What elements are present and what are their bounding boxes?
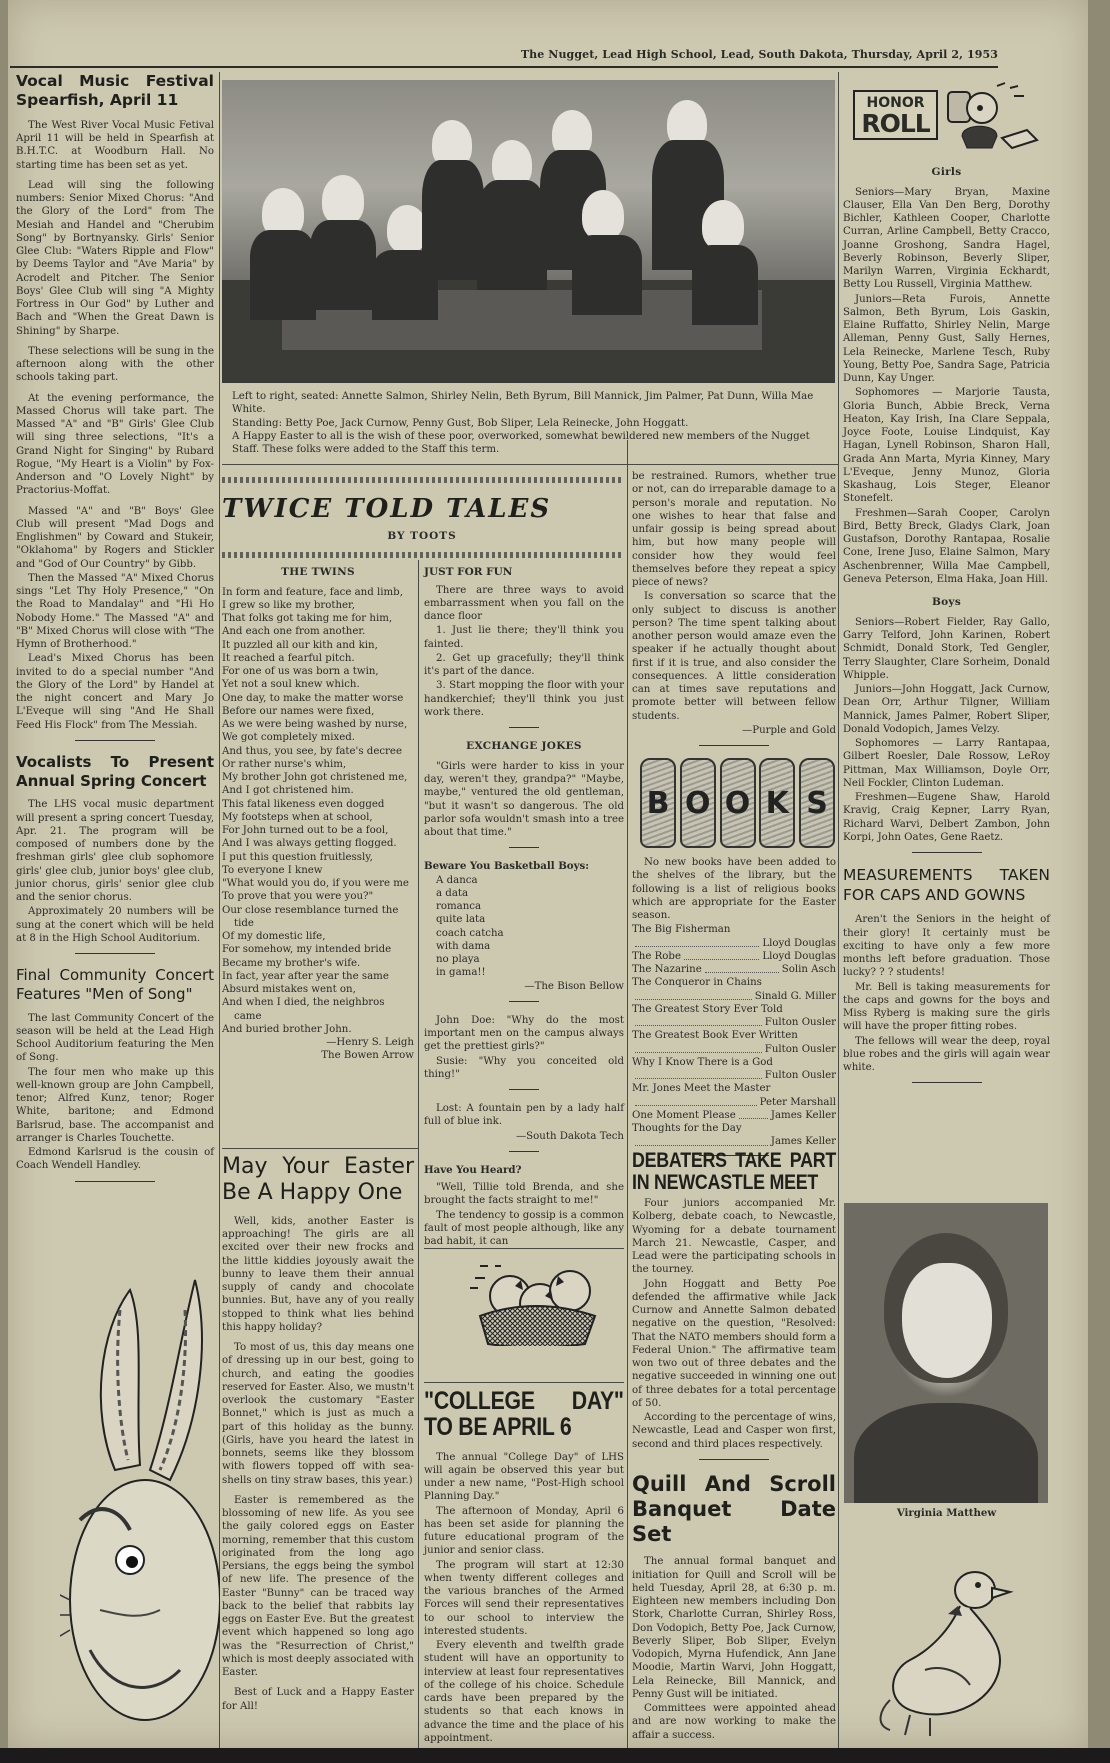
paragraph: The fellows will wear the deep, royal blue robes and the girls will again wear white. bbox=[843, 1035, 1050, 1074]
honor-roll-girls-heading: Girls bbox=[931, 166, 962, 178]
book-author: Peter Marshall bbox=[759, 1096, 836, 1108]
book-entry bbox=[632, 1109, 836, 1122]
section-heading: Beware You Basketball Boys: bbox=[424, 860, 590, 873]
article-debaters bbox=[632, 1150, 836, 1743]
paragraph: There are three ways to avoid embarrassment when you fall on the dance floor bbox=[424, 584, 624, 623]
book-spine: S bbox=[799, 758, 835, 848]
separator bbox=[75, 953, 155, 954]
easter-duck-illustration bbox=[870, 1560, 1020, 1740]
honor-roll-entry: Sophomores — Marjorie Tausta, Gloria Bunch, Abbie Breck, Verna Heaton, Kay Irish, Ina Clare Seppala, Joyce Foote, Louise Lindquist, Kay Hagan, Lynell Robinson, Sharon Hall, Grada Ann Marta, Myria Kinney, Mary L'Eveque, Jenny Munoz, Gloria Skashaug, Lois Steger, Eleanor Stonefelt. bbox=[843, 387, 1050, 505]
paragraph: These selections will be sung in the afternoon along with the other schools taking part. bbox=[16, 345, 214, 384]
honor-roll-entry: Freshmen—Eugene Shaw, Harold Kravig, Craig Kepner, Larry Ryan, Richard Warvi, Delbert Zambon, John Korpi, John Oates, Gene Raetz. bbox=[843, 792, 1050, 843]
verse-line: with dama bbox=[436, 940, 491, 952]
rule bbox=[222, 1148, 418, 1149]
student-carrying-books-icon bbox=[942, 78, 1042, 158]
list-item: 2. Get up gracefully; they'll think it's part of the dance. bbox=[424, 652, 624, 678]
rule bbox=[424, 1248, 624, 1249]
poem-line: And buried brother John. bbox=[222, 1023, 352, 1035]
background-edge bbox=[0, 1748, 1110, 1763]
paragraph: John Hoggatt and Betty Poe defended the affirmative while Jack Curnow and Annette Salmon debated negative on the question, "Resolved: That the NATO members should form a Federal Union." The affirmative team won two out of three debates and the negative succeeded in winning one out of three debates for a total percentage of 50. bbox=[632, 1278, 836, 1409]
book-author: James Keller bbox=[770, 1136, 836, 1148]
verse-lines bbox=[424, 874, 624, 980]
paragraph: No new books have been added to the shelves of the library, but the following is a list of religious books which are appropriate for the Easter season. bbox=[632, 857, 836, 921]
caption-standing: Standing: Betty Poe, Jack Curnow, Penny Gust, Bob Sliper, Lela Reinecke, John Hoggatt. bbox=[232, 417, 689, 429]
paragraph: Susie: "Why you conceited old thing!" bbox=[424, 1055, 624, 1080]
honor-roll-entry: Seniors—Mary Bryan, Maxine Clauser, Ella Van Den Berg, Dorothy Bichler, Kathleen Cooper, Charlotte Curran, Arline Campbell, Betty Cracco, Joanne Groshong, Sandra Hagel, Beverly Robinson, Beverly Sliper, Marilyn Warren, Virginia Eckhardt, Betty Lou Russell, Virginia Matthew. bbox=[843, 186, 1050, 291]
poem-line: Or rather nurse's whim, bbox=[222, 758, 347, 770]
paragraph: Is conversation so scarce that the only subject to discuss is another person? The time spent talking about another person would amaze even the speaker if he actually thought about first if it is true, and also consider the consequences. A little consideration can at times save reputations and promote better will between fellow students. bbox=[632, 591, 836, 722]
poem-line: It puzzled all our kith and kin, bbox=[222, 639, 378, 651]
separator bbox=[509, 727, 539, 728]
honor-roll-entry: Juniors—Reta Furois, Annette Salmon, Beth Byrum, Lois Gaskin, Elaine Ruffatto, Shirley Nelin, Marge Alleman, Penny Gust, Sally Hernes, Lela Reinecke, Marlene Tesch, Ruby Young, Betty Poe, Sandra Sage, Patricia Dunn, Kay Unger. bbox=[843, 293, 1050, 385]
jokes-column bbox=[424, 566, 624, 1249]
poem-line: Absurd mistakes went on, bbox=[222, 984, 356, 996]
poem-line: And when I died, the neighbros came bbox=[222, 997, 385, 1022]
honor-roll-list bbox=[843, 166, 1050, 1095]
paragraph: Massed "A" and "B" Boys' Glee Club will present "Mad Dogs and Englishmen" by Coward and Stukeir, "Oklahoma" by Rogers and Stickler and "God of Our Country" by Gibb. bbox=[16, 505, 214, 570]
decorative-border bbox=[222, 552, 624, 558]
poem-line: And each one from another. bbox=[222, 626, 366, 638]
paragraph: be restrained. Rumors, whether true or not, can do irreparable damage to a person's morale and reputation. No one wishes to hear that false and unfair gossip is being spread about him, but how many people will consider how they would feel themselves before they repeat a spicy piece of news? bbox=[632, 471, 836, 588]
book-author: Fulton Ousler bbox=[764, 1017, 836, 1028]
headline: DEBATERS TAKE PART IN NEWCASTLE MEET bbox=[632, 1149, 836, 1195]
poem-line: And I got christened him. bbox=[222, 785, 354, 797]
column-1 bbox=[16, 72, 214, 1194]
book-title: The Greatest Story Ever Told bbox=[632, 1003, 783, 1015]
easter-bunny-illustration bbox=[60, 1270, 220, 1748]
paragraph: The annual formal banquet and initiation for Quill and Scroll will be held Tuesday, April 28, at 6:30 p. m. Eighteen new members including Don Stork, Charlotte Curran, Shirley Ross, Don Vodopich, Betty Poe, Jack Curnow, Beverly Sliper, Bob Sliper, Evelyn Vodopich, Myrna Hufendick, Ann Jane Moodie, Martin Warvi, John Hoggatt, Lela Reinecke, Bill Mannick, and Penny Gust will be initiated. bbox=[632, 1556, 836, 1700]
column-title: TWICE TOLD TALES bbox=[222, 494, 552, 524]
paragraph: Mr. Bell is taking measurements for the caps and gowns for the boys and Miss Ryberg is making sure the girls will have the proper fitting robes. bbox=[843, 981, 1050, 1033]
paragraph: The annual "College Day" of LHS will again be observed this year but under a new name, "Post-High school Planning Day." bbox=[424, 1451, 624, 1503]
honor-roll-boys-heading: Boys bbox=[931, 596, 962, 609]
book-list bbox=[632, 923, 836, 1148]
book-entry bbox=[632, 963, 836, 976]
paragraph: Four juniors accompanied Mr. Kolberg, debate coach, to Newcastle, Wyoming for a debate tournament March 21. Newcastle, Casper, and Lead were the participating schools in the tourney. bbox=[632, 1198, 836, 1276]
poem-author: —Henry S. Leigh bbox=[326, 1037, 414, 1049]
book-author: Fulton Ousler bbox=[764, 1043, 836, 1055]
source: —South Dakota Tech bbox=[515, 1130, 624, 1142]
book-author: Lloyd Douglas bbox=[762, 937, 836, 949]
paragraph: The afternoon of Monday, April 6 has been set aside for planning the future educational program of the junior and senior class. bbox=[424, 1505, 624, 1557]
separator bbox=[509, 847, 539, 848]
book-title: One Moment Please bbox=[632, 1109, 736, 1121]
verse-line: a data bbox=[436, 887, 469, 899]
poem-source: The Bowen Arrow bbox=[321, 1050, 414, 1062]
paragraph: The tendency to gossip is a common fault of most people although, like any bad habit, it can bbox=[424, 1209, 624, 1248]
paragraph: At the evening performance, the Massed Chorus will take part. The Massed "A" and "B" Girls' Glee Club will sing three selections, "It's a Grand Night for Singing" by Rubard Rogue, "My Heart is a Violin" by Fox-Anderson and "O Lovely Night" by Practorius-Moffat. bbox=[16, 392, 214, 497]
poem-line: Of my domestic life, bbox=[222, 931, 326, 943]
headline: Quill And Scroll Banquet Date Set bbox=[632, 1471, 836, 1547]
separator bbox=[509, 1089, 539, 1090]
poem-line: This fatal likeness even dogged bbox=[222, 798, 385, 810]
book-spine: O bbox=[720, 758, 756, 848]
book-title: Why I Know There is a God bbox=[632, 1056, 773, 1068]
paragraph: The last Community Concert of the season will be held at the Lead High School Auditorium featuring the Men of Song. bbox=[16, 1012, 214, 1064]
section-heading: Have You Heard? bbox=[424, 1163, 522, 1176]
easter-chicks-illustration bbox=[460, 1256, 610, 1346]
verse-line: in gama!! bbox=[436, 967, 486, 979]
book-title: Thoughts for the Day bbox=[632, 1123, 742, 1134]
book-spine: O bbox=[680, 758, 716, 848]
honor-roll-entry: Sophomores — Larry Rantapaa, Gilbert Roesler, Dale Rossow, LeRoy Pittman, Max Williamson, Doyle Orr, Neil Fockler, Clinton Ludeman. bbox=[843, 738, 1050, 789]
poem-line: For somehow, my intended bride bbox=[222, 944, 392, 956]
article-college-day bbox=[424, 1388, 624, 1746]
paragraph: Best of Luck and a Happy Easter for All! bbox=[222, 1687, 414, 1712]
poem-line: My footsteps when at school, bbox=[222, 811, 373, 823]
paragraph: The LHS vocal music department will present a spring concert Tuesday, Apr. 21. The program will be composed of numbers done by the freshman girls' glee club sophomore girls' glee club, junior boys' glee club, junior chorus, girls' senior glee club and the senior chorus. bbox=[16, 799, 214, 903]
book-title: The Nazarine bbox=[632, 964, 702, 975]
section-heading: EXCHANGE JOKES bbox=[466, 740, 582, 753]
source: —The Bison Bellow bbox=[524, 980, 624, 992]
headline: Vocal Music Festival Spearfish, April 11 bbox=[16, 72, 214, 110]
nugget-staff-photo bbox=[222, 80, 835, 383]
book-author: Solin Asch bbox=[781, 964, 836, 975]
verse-line: no playa bbox=[436, 954, 480, 966]
poem-title: THE TWINS bbox=[281, 566, 355, 578]
headline: Vocalists To Present Annual Spring Concert bbox=[16, 752, 214, 790]
paragraph: Aren't the Seniors in the height of their glory! It certainly must be exciting to have only a few more months left before graduation. Those lucky? ? ? students! bbox=[843, 914, 1050, 979]
badge-line: ROLL bbox=[861, 109, 930, 138]
paragraph: Lead's Mixed Chorus has been invited to do a special number "And the Glory of the Lord" by Handel at the night concert and Mary Jo L'Eveque will sing "And He Shall Feed His Flock" from The Messiah. bbox=[16, 653, 214, 731]
paragraph: "Girls were harder to kiss in your day, weren't they, grandpa?" "Maybe, maybe," ventured the old gentleman, "but it wasn't so dangerous. The old parlor sofa wouldn't smash into a tree about that time." bbox=[424, 760, 624, 839]
book-author-row bbox=[632, 1069, 836, 1082]
article-community-concert bbox=[16, 966, 214, 1173]
photo-caption bbox=[232, 390, 832, 456]
byline: BY TOOTS bbox=[387, 530, 457, 542]
poem-line: It reached a fearful pitch. bbox=[222, 652, 355, 664]
book-title: Mr. Jones Meet the Master bbox=[632, 1083, 771, 1095]
article-easter bbox=[222, 1154, 414, 1720]
poem-line: In form and feature, face and limb, bbox=[222, 586, 403, 598]
separator bbox=[912, 852, 982, 853]
caption-note: A Happy Easter to all is the wish of these poor, overworked, somewhat bewildered new members of the Nugget Staff. These folks were added to the Staff this term. bbox=[232, 430, 810, 455]
poem-line: For one of us was born a twin, bbox=[222, 666, 379, 678]
paragraph: Every eleventh and twelfth grade student will have an opportunity to interview at least four representatives of the college of his choice. Schedule cards have been prepared by the students so that each knows in advance the time and the place of his appointment. bbox=[424, 1640, 624, 1744]
rule bbox=[424, 1382, 624, 1383]
poem-line: To prove that you were you?" bbox=[222, 891, 374, 903]
paragraph: John Doe: "Why do the most important men on the campus always get the prettiest girls?" bbox=[424, 1014, 624, 1053]
poem-line: In fact, year after year the same bbox=[222, 970, 389, 982]
poem-line: I put this question fruitlessly, bbox=[222, 851, 373, 863]
headline: MEASUREMENTS TAKEN FOR CAPS AND GOWNS bbox=[843, 866, 1050, 905]
poem-line: That folks got taking me for him, bbox=[222, 613, 393, 625]
headline: May Your Easter Be A Happy One bbox=[222, 1154, 414, 1206]
book-spine: B bbox=[640, 758, 676, 848]
verse-line: romanca bbox=[436, 901, 482, 913]
poem-line: Our close resemblance turned the tide bbox=[222, 904, 399, 929]
poem-line: "What would you do, if you were me bbox=[222, 878, 409, 890]
column-rule bbox=[838, 72, 839, 1748]
poem-line: To everyone I knew bbox=[222, 864, 323, 876]
separator bbox=[699, 1459, 769, 1460]
list-item: 1. Just lie there; they'll think you fainted. bbox=[424, 625, 624, 650]
column-rule bbox=[627, 440, 628, 1748]
headline: Final Community Concert Features "Men of Song" bbox=[16, 966, 214, 1003]
poem-line: And thus, you see, by fate's decree bbox=[222, 745, 402, 757]
book-author: Lloyd Douglas bbox=[762, 950, 836, 962]
book-author-row bbox=[632, 1096, 836, 1109]
verse-line: coach catcha bbox=[436, 927, 504, 939]
masthead-rule bbox=[10, 66, 998, 68]
paragraph: Lost: A fountain pen by a lady half full of blue ink. bbox=[424, 1103, 624, 1128]
paragraph: Approximately 20 numbers will be sung at the conert which will be held at 8 in the High School Auditorium. bbox=[16, 906, 214, 944]
poem-line: Before our names were fixed, bbox=[222, 705, 375, 717]
poem-line: My brother John got christened me, bbox=[222, 772, 408, 784]
book-title: The Greatest Book Ever Written bbox=[632, 1030, 798, 1042]
paragraph: The program will start at 12:30 when twenty different colleges and the various branches of the Armed Forces will send their representatives to our school to interview the interested students. bbox=[424, 1559, 624, 1637]
badge-line: HONOR bbox=[866, 95, 925, 111]
honor-roll-entry: Juniors—John Hoggatt, Jack Curnow, Dean Orr, Arthur Tilgner, William Mannick, James Palmer, Robert Sliper, Donald Vodopich, James Velzy. bbox=[843, 684, 1050, 735]
paragraph: The West River Vocal Music Fetival April 11 will be held in Spearfish at B.H.T.C. at Woodburn Hall. No starting time has been set as yet. bbox=[16, 119, 214, 171]
decorative-border bbox=[222, 477, 624, 483]
book-title: The Conqueror in Chains bbox=[632, 977, 762, 989]
article-spring-concert bbox=[16, 753, 214, 945]
paragraph: "Well, Tillie told Brenda, and she brought the facts straight to me!" bbox=[424, 1182, 624, 1207]
caption-rule bbox=[222, 464, 838, 465]
list-item: 3. Start mopping the floor with your handkerchief; they'll think you just work there. bbox=[424, 680, 624, 718]
separator bbox=[699, 745, 769, 746]
book-title: The Big Fisherman bbox=[632, 924, 731, 936]
column-4 bbox=[632, 470, 836, 758]
separator bbox=[912, 1082, 982, 1083]
book-author-row bbox=[632, 1135, 836, 1148]
portrait-photo bbox=[844, 1203, 1048, 1503]
article-vocal-festival bbox=[16, 72, 214, 732]
separator bbox=[509, 1001, 539, 1002]
book-author-row bbox=[632, 990, 836, 1003]
book-author-row bbox=[632, 1043, 836, 1056]
poem-line: For John turned out to be a fool, bbox=[222, 825, 389, 837]
column-rule bbox=[418, 560, 419, 1748]
poem-line: As we were being washed by nurse, bbox=[222, 719, 408, 731]
caption-seated: Left to right, seated: Annette Salmon, Shirley Nelin, Beth Byrum, Bill Mannick, Jim Palmer, Pat Dunn, Willa Mae White. bbox=[232, 391, 814, 416]
book-author-row bbox=[632, 1016, 836, 1029]
book-entry bbox=[632, 950, 836, 963]
verse-line: quite lata bbox=[436, 914, 486, 926]
paragraph: Easter is remembered as the blossoming of new life. As you see the gaily colored eggs on Easter morning, remember that this custom originated from the long ago Persians, the eggs being the symbol of new life. The presence of the Easter "Bunny" can be traced way back to the belief that rabbits lay eggs on Easter Eve. But the greatest event which happened so long ago was the "Resurrection of Christ," which is most deeply associated with Easter. bbox=[222, 1494, 414, 1679]
poem-line: I grew so like my brother, bbox=[222, 599, 356, 611]
separator bbox=[509, 1151, 539, 1152]
poem-line: One day, to make the matter worse bbox=[222, 692, 404, 704]
book-author: James Keller bbox=[770, 1109, 836, 1121]
headline: "COLLEGE DAY" TO BE APRIL 6 bbox=[424, 1387, 624, 1442]
portrait-caption: Virginia Matthew bbox=[896, 1507, 997, 1519]
honor-roll-entry: Seniors—Robert Fielder, Ray Gallo, Garry Telford, John Karinen, Robert Schmidt, Donald Stork, Ted Gengler, Terry Slaughter, Clare Sorheim, Donald Whipple. bbox=[843, 616, 1050, 681]
source: —Purple and Gold bbox=[742, 724, 836, 736]
paragraph: Lead will sing the following numbers: Senior Mixed Chorus: "And the Glory of the Lord" from The Mesiah and Handel and "Cherubim Song" by Bortnyansky. Girls' Senior Glee Club: "Waters Ripple and Flow" by Deems Taylor and "Ave Maria" by Acrodelt and Pitcher. The Senior Boys' Glee Club will sing "A Mighty Fortress in Our God" by Luther and Bach and "When the Great Dawn is Shining" by Sharpe. bbox=[16, 179, 214, 337]
honor-roll-entry: Freshmen—Sarah Cooper, Carolyn Bird, Betty Breck, Gladys Clark, Joan Gustafson, Dorothy Rantapaa, Rosalie Cone, Irene Juso, Elaine Salmon, Mary Aschenbrenner, Willa Mae Campbell, Geneva Peterson, Elma Haka, Joan Hill. bbox=[843, 507, 1050, 585]
paragraph: Well, kids, another Easter is approaching! The girls are all excited over their new frocks and the little kiddies joyously await the bunny to leave them their annual supply of candy and chocolate bunnies. But, have any of you really stopped to think what lies behind this happy holiday? bbox=[222, 1215, 414, 1333]
paragraph: The four men who make up this well-known group are John Campbell, tenor; Alfred Kunz, tenor; Roger White, baritone; and Edmond Barlsrud, base. The accompanist and arranger is Charles Touchette. bbox=[16, 1066, 214, 1144]
book-author: Fulton Ousler bbox=[764, 1070, 836, 1081]
book-author-row bbox=[632, 937, 836, 950]
article-books bbox=[632, 856, 836, 1168]
masthead: The Nugget, Lead High School, Lead, South Dakota, Thursday, April 2, 1953 bbox=[520, 48, 998, 61]
verse-line: A danca bbox=[436, 874, 478, 886]
poem-line: And I was always getting flogged. bbox=[222, 838, 397, 850]
poem-line: Became my brother's wife. bbox=[222, 957, 361, 969]
paragraph: According to the percentage of wins, Newcastle, Lead and Casper won first, second and third places respectively. bbox=[632, 1412, 836, 1450]
section-heading: JUST FOR FUN bbox=[424, 566, 513, 578]
poem-line: Yet not a soul knew which. bbox=[222, 679, 360, 691]
books-illustration bbox=[640, 758, 835, 853]
paragraph: Edmond Karlsrud is the cousin of Coach Wendell Handley. bbox=[16, 1147, 214, 1172]
book-author: Sinald G. Miller bbox=[754, 990, 836, 1002]
book-title: The Robe bbox=[632, 950, 681, 962]
separator bbox=[75, 1181, 155, 1182]
poem-line: We got completely mixed. bbox=[222, 732, 356, 744]
paragraph: Committees were appointed ahead and are now working to make the affair a success. bbox=[632, 1703, 836, 1741]
paragraph: Then the Massed "A" Mixed Chorus sings "Let Thy Holy Presence," "On the Road to Mandalay" and "Hi Ho Nobody Home." The Massed "A" and "B" Mixed Chorus will close with "The Hymn of Brotherhood." bbox=[16, 572, 214, 650]
honor-roll-badge bbox=[853, 90, 938, 140]
poem-lines bbox=[222, 586, 414, 1037]
book-spine: K bbox=[759, 758, 795, 848]
paragraph: To most of us, this day means one of dressing up in our best, going to church, and eating the goodies reserved for Easter. Also, we mustn't overlook the customary "Easter Bonnet," which is just as much a part of this holiday as the bunny. (Girls, have you heard the latest in bonnets, seems like they blossom with flowers topped off with sea-shells on tiny straw bases, this year.) bbox=[222, 1342, 414, 1486]
poem-the-twins bbox=[222, 566, 414, 1063]
separator bbox=[75, 740, 155, 741]
